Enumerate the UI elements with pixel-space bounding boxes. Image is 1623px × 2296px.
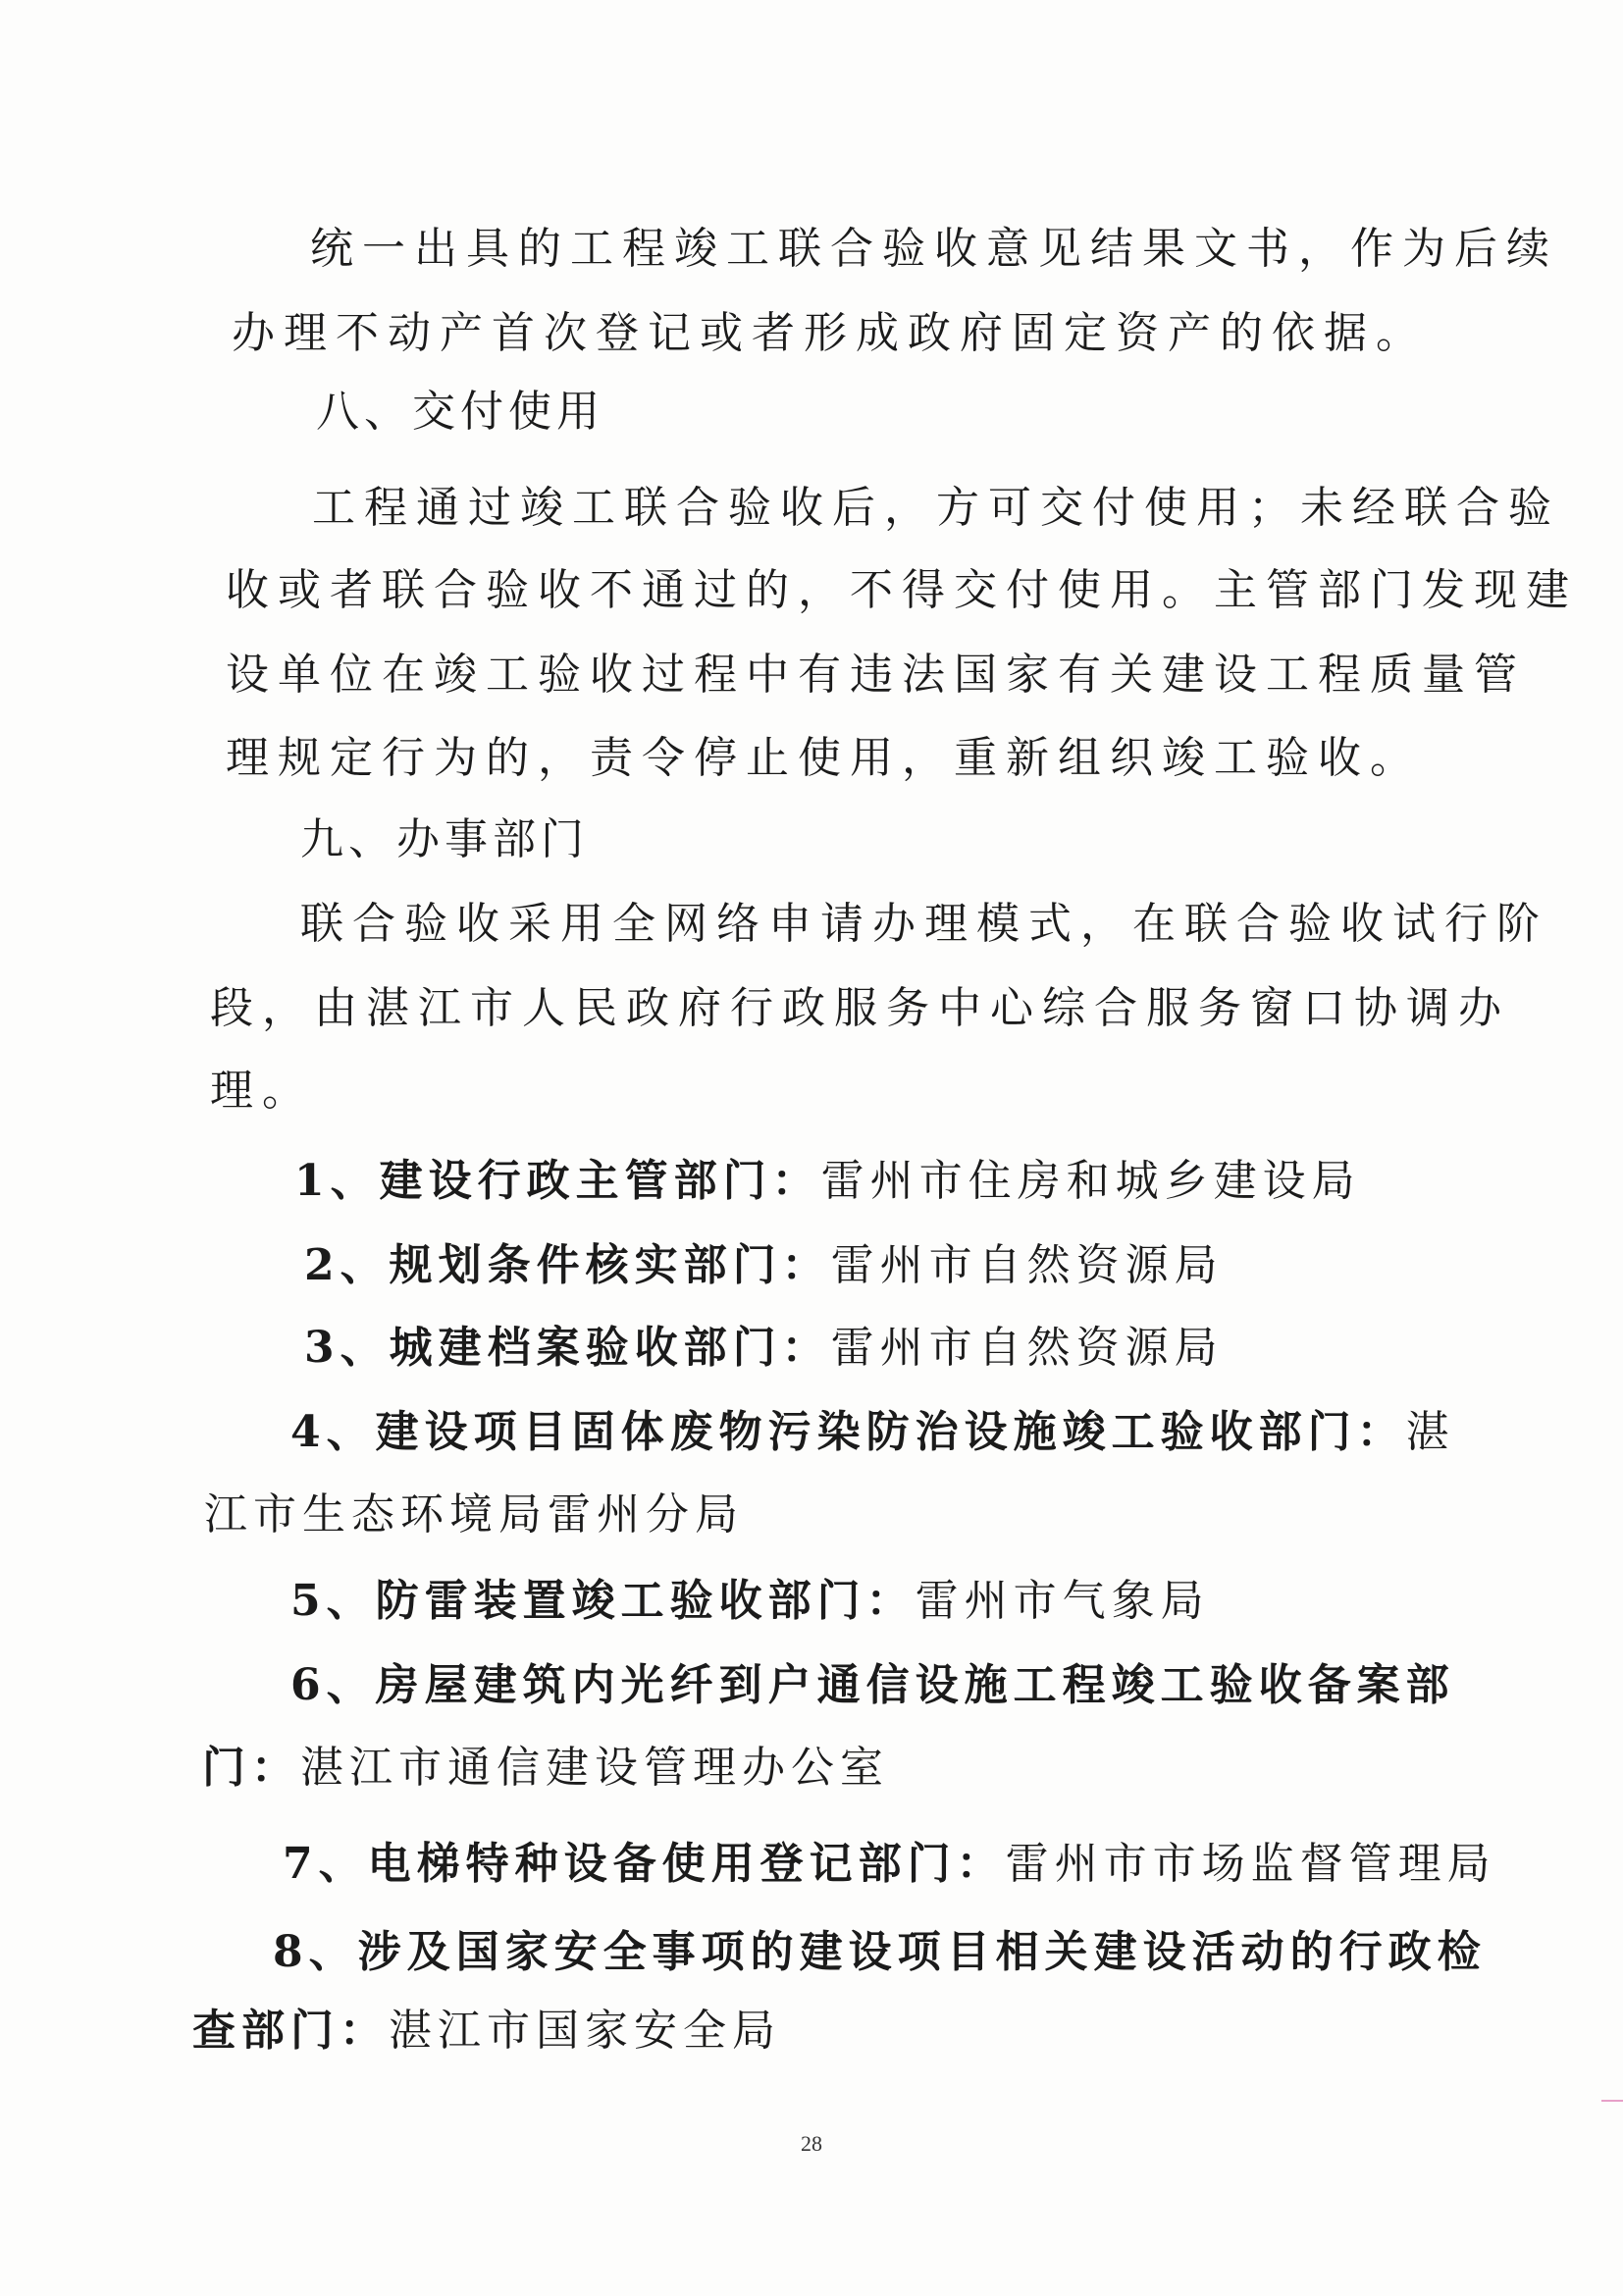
department-item-7 — [283, 1837, 1496, 1892]
department-label: 1、建设行政主管部门： — [294, 1156, 821, 1206]
department-value: 雷州市住房和城乡建设局 — [820, 1156, 1361, 1206]
department-item-5 — [290, 1574, 1210, 1629]
department-label: 7、电梯特种设备使用登记部门： — [283, 1839, 1006, 1889]
department-item-4 — [290, 1405, 1455, 1460]
department-value: 湛江市国家安全局 — [389, 2006, 781, 2056]
paragraph-line: 办理不动产首次登记或者形成政府固定资产的依据。 — [232, 308, 1428, 358]
department-value: 湛江市通信建设管理办公室 — [300, 1743, 889, 1793]
department-value: 雷州市自然资源局 — [830, 1323, 1224, 1373]
section-heading-9: 九、办事部门 — [300, 814, 589, 864]
department-label: 4、建设项目固体废物污染防治设施竣工验收部门： — [290, 1407, 1406, 1457]
department-item-8 — [273, 1925, 1487, 1980]
paragraph-line: 联合验收采用全网络申请办理模式，在联合验收试行阶 — [300, 899, 1548, 949]
paragraph-line: 理。 — [210, 1066, 314, 1116]
page-number: 28 — [801, 2131, 822, 2156]
department-value: 湛 — [1405, 1407, 1455, 1457]
department-item-6 — [290, 1658, 1455, 1713]
department-label: 门： — [202, 1743, 300, 1793]
department-label: 2、规划条件核实部门： — [304, 1240, 831, 1290]
department-label: 5、防雷装置竣工验收部门： — [290, 1576, 916, 1626]
department-item-3 — [304, 1321, 1224, 1376]
department-item-4-continued: 江市生态环境局雷州分局 — [204, 1489, 744, 1539]
paragraph-line: 段，由湛江市人民政府行政服务中心综合服务窗口协调办 — [210, 983, 1510, 1033]
department-item-1 — [294, 1154, 1361, 1209]
paragraph-line: 理规定行为的，责令停止使用，重新组织竣工验收。 — [226, 733, 1422, 783]
department-item-8-continued — [192, 2004, 781, 2059]
section-heading-8: 八、交付使用 — [316, 387, 604, 437]
department-value: 雷州市市场监督管理局 — [1005, 1839, 1496, 1889]
department-item-6-continued — [202, 1741, 889, 1796]
scan-edge-mark — [1601, 2100, 1623, 2102]
paragraph-line: 工程通过竣工联合验收后，方可交付使用；未经联合验 — [312, 483, 1560, 533]
paragraph-line: 设单位在竣工验收过程中有违法国家有关建设工程质量管 — [226, 650, 1526, 700]
department-label: 3、城建档案验收部门： — [304, 1323, 831, 1373]
department-label: 查部门： — [192, 2006, 389, 2056]
department-value: 雷州市气象局 — [915, 1576, 1210, 1626]
paragraph-line: 收或者联合验收不通过的，不得交付使用。主管部门发现建 — [226, 565, 1578, 615]
paragraph-line: 统一出具的工程竣工联合验收意见结果文书，作为后续 — [310, 224, 1558, 274]
department-value: 雷州市自然资源局 — [830, 1240, 1224, 1290]
department-label: 8、涉及国家安全事项的建设项目相关建设活动的行政检 — [273, 1927, 1487, 1977]
department-item-2 — [304, 1238, 1224, 1293]
department-label: 6、房屋建筑内光纤到户通信设施工程竣工验收备案部 — [290, 1660, 1455, 1710]
